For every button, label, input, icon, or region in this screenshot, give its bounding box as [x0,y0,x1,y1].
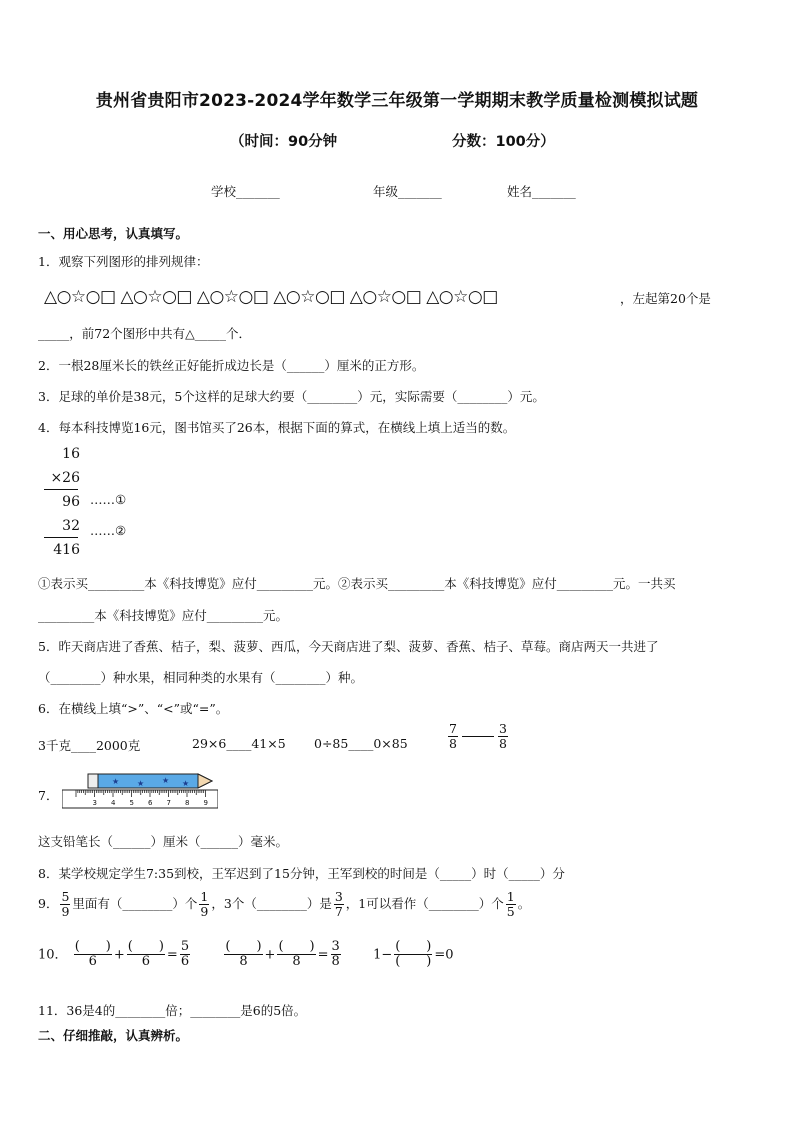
mult-line-3: 96 [62,494,80,510]
equals-sign: = [317,947,329,963]
svg-text:★: ★ [112,777,120,786]
question-8: 8．某学校规定学生7:35到校，王军迟到了15分钟，王军到校的时间是（_____）时（_____）分 [38,866,565,881]
fraction-1-9: $\frac{1}{9}$ [200,889,209,919]
pencil-tip [198,774,212,788]
question-1: 1．观察下列图形的排列规律： [38,254,209,269]
question-4: 4．每本科技博览16元，图书馆买了26本，根据下面的算式，在横线上填上适当的数。 [38,420,516,435]
equals-sign: = [166,947,178,963]
svg-text:★: ★ [182,779,190,788]
question-9 [38,890,530,919]
name-field[interactable]: 姓名_______ [507,184,576,199]
mult-line-4: 32 [62,518,80,534]
ruler-label: 7 [166,799,171,807]
svg-text:★: ★ [162,776,170,785]
question-7-text: 这支铅笔长（______）厘米（______）毫米。 [38,834,289,849]
question-10 [38,940,454,970]
question-4-line1: ①表示买_________本《科技博览》应付_________元。②表示买_________本《科技博览》应付_________元。一共买 [38,576,676,591]
mult-rule-1 [44,489,78,490]
pencil-ruler-image [62,772,218,810]
mult-line-2: ×26 [50,470,80,486]
ruler-label: 9 [203,799,208,807]
ruler-label: 8 [185,799,190,807]
section-2-heading: 二、仔细推敲，认真辨析。 [38,1028,189,1043]
pencil-eraser [88,774,98,788]
page-title: 贵州省贵阳市2023-2024学年数学三年级第一学期期末教学质量检测模拟试题 [95,91,699,111]
exam-time: （时间：90分钟 [230,134,338,150]
question-9-part-3: ，1可以看作（________）个 [345,895,504,911]
mult-note-1: ……① [90,492,127,507]
fraction-7-8: $\frac{7}{8}$ [449,721,457,751]
question-5-line1: 5．昨天商店进了香蕉、桔子，梨、菠萝、西瓜，今天商店进了梨、菠萝、香蕉、桔子、草莓。商店两天一共进了 [38,639,659,654]
plus-sign: + [264,947,276,963]
fraction-5-6: $\frac{5}{6}$ [180,939,190,970]
question-4-line2: _________本《科技博览》应付_________元。 [38,608,289,623]
mult-rule-2 [44,537,78,538]
compare-a: 3千克____2000克 [38,738,141,753]
question-10-number: 10． [38,947,68,963]
q10-frac-blank-8-a: $\frac{( )}{8}$ [225,939,262,970]
grade-field[interactable]: 年级_______ [373,184,442,199]
compare-b: 29×6____41×5 [192,736,286,751]
question-5-line2: （________）种水果，相同种类的水果有（________）种。 [38,670,364,685]
question-1-tail: ，左起第20个是 [620,291,711,306]
one-minus: 1− [373,947,393,963]
fraction-3-7: $\frac{3}{7}$ [334,889,343,919]
fraction-3-8: $\frac{3}{8}$ [331,939,340,970]
question-3: 3．足球的单价是38元，5个这样的足球大约要（________）元，实际需要（________）元。 [38,389,545,404]
question-9-end: 。 [517,895,531,911]
ruler-label: 4 [111,799,116,807]
q10-frac-blank-blank: $\frac{( )}{( )}$ [395,939,432,970]
question-11: 11．36是4的________倍；________是6的5倍。 [38,1003,307,1018]
plus-sign: + [113,947,125,963]
ruler-label: 5 [129,799,134,807]
svg-text:★: ★ [137,779,145,788]
mult-line-1: 16 [62,446,80,462]
pencil-body [90,774,212,788]
compare-d [446,722,510,751]
question-9-part-2: ，3个（________）是 [211,895,332,911]
q10-frac-blank-6-a: $\frac{( )}{6}$ [74,939,111,970]
answer-line[interactable] [462,736,494,737]
q10-frac-blank-6-b: $\frac{( )}{6}$ [127,939,164,970]
fraction-5-9: $\frac{5}{9}$ [61,889,70,919]
mult-line-5: 416 [53,542,80,558]
exam-score: 分数：100分） [452,134,555,150]
question-2: 2．一根28厘米长的铁丝正好能折成边长是（______）厘米的正方形。 [38,358,425,373]
section-1-heading: 一、用心思考，认真填写。 [38,226,189,241]
mult-note-2: ……② [90,523,127,538]
school-field[interactable]: 学校_______ [211,184,280,199]
ruler-label: 3 [92,799,97,807]
ruler-label: 6 [148,799,153,807]
question-9-number: 9． [38,895,59,911]
shape-sequence: △○☆○□ △○☆○□ △○☆○□ △○☆○□ △○☆○□ △○☆○□ [44,287,498,307]
question-9-part-1: 里面有（________）个 [72,895,198,911]
fraction-1-5: $\frac{1}{5}$ [506,889,515,919]
question-1-line2: _____，前72个图形中共有△_____个． [38,326,252,341]
equals-zero: =0 [434,947,454,963]
q10-frac-blank-8-b: $\frac{( )}{8}$ [278,939,315,970]
fraction-3-8: $\frac{3}{8}$ [498,721,507,751]
question-7-number: 7． [38,788,59,803]
compare-c: 0÷85____0×85 [314,736,408,751]
question-6: 6．在横线上填“>”、“<”或“=”。 [38,701,229,716]
